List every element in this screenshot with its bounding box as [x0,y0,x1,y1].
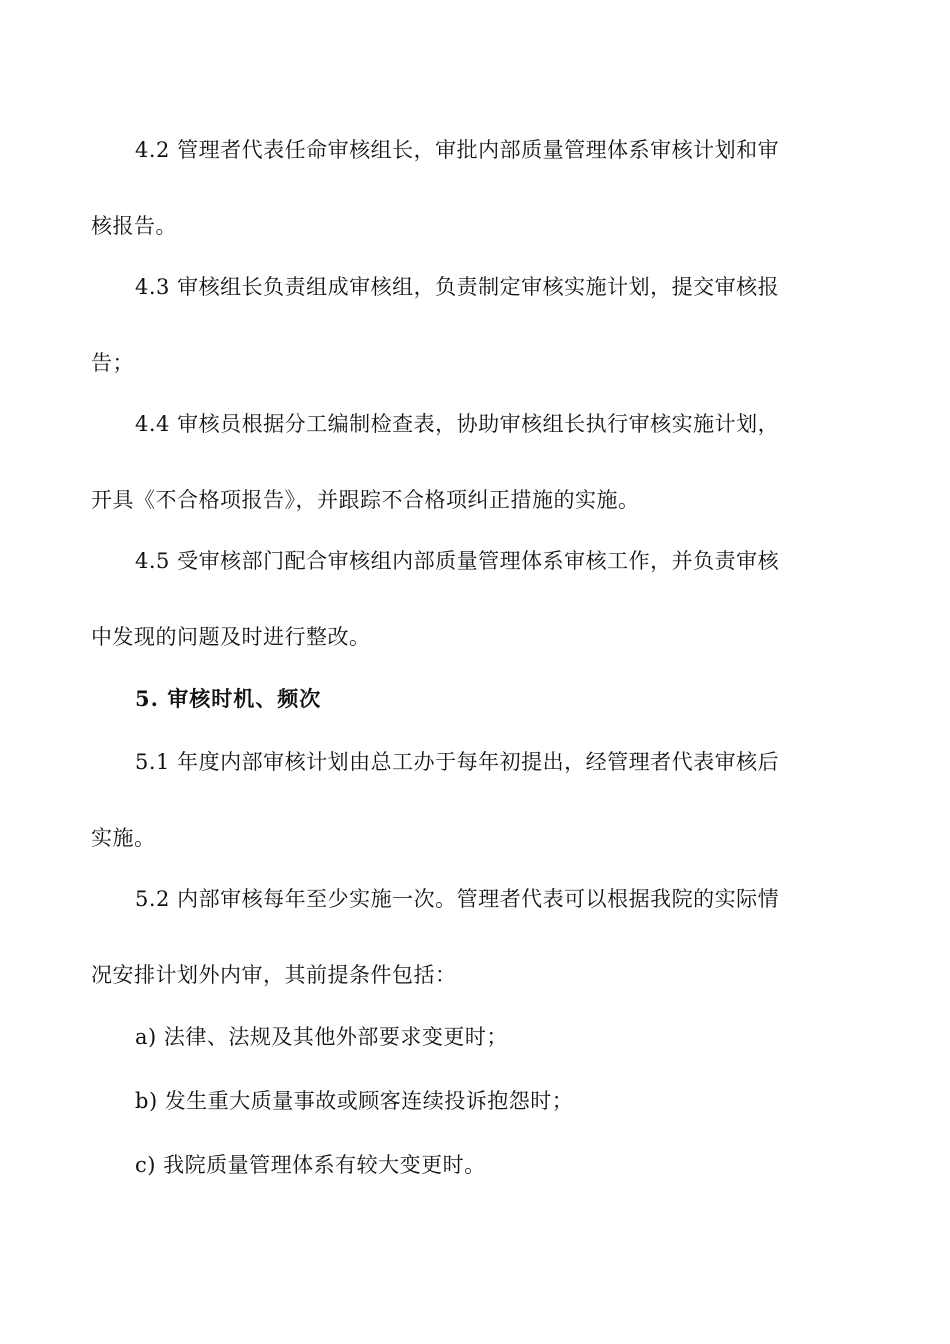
paragraph-5-1-line-1: 5.1 年度内部审核计划由总工办于每年初提出，经管理者代表审核后 [135,750,780,774]
paragraph-4-3-line-1: 4.3 审核组长负责组成审核组，负责制定审核实施计划，提交审核报 [135,275,780,299]
paragraph-5-1-line-2: 实施。 [91,826,156,850]
list-item-c: c) 我院质量管理体系有较大变更时。 [135,1153,486,1177]
paragraph-5-2-line-1: 5.2 内部审核每年至少实施一次。管理者代表可以根据我院的实际情 [135,887,780,911]
paragraph-4-4-line-2: 开具《不合格项报告》，并跟踪不合格项纠正措施的实施。 [91,488,640,512]
list-item-b: b) 发生重大质量事故或顾客连续投诉抱怨时； [135,1089,574,1113]
section-heading-5: 5. 审核时机、频次 [135,686,322,711]
paragraph-5-2-line-2: 况安排计划外内审，其前提条件包括： [91,963,457,987]
paragraph-4-5-line-2: 中发现的问题及时进行整改。 [91,625,371,649]
paragraph-4-5-line-1: 4.5 受审核部门配合审核组内部质量管理体系审核工作，并负责审核 [135,549,780,573]
paragraph-4-3-line-2: 告； [91,351,134,375]
paragraph-4-4-line-1: 4.4 审核员根据分工编制检查表，协助审核组长执行审核实施计划， [135,412,780,436]
list-item-a: a) 法律、法规及其他外部要求变更时； [135,1025,508,1049]
paragraph-4-2-line-2: 核报告。 [91,214,177,238]
paragraph-4-2-line-1: 4.2 管理者代表任命审核组长，审批内部质量管理体系审核计划和审 [135,138,780,162]
